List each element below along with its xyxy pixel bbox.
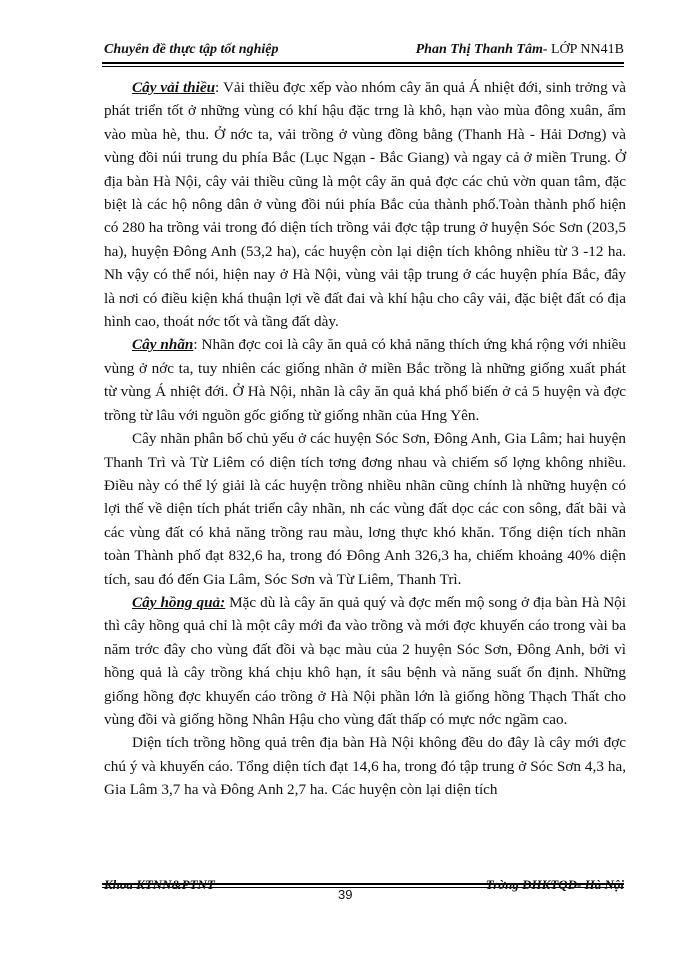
page-header — [102, 42, 624, 64]
header-rule-thin — [102, 66, 624, 67]
paragraph-body: : Nhãn đợc coi là cây ăn quả có khả năng thích ứng khá rộng với nhiều vùng ở nớc ta, tuy nhiên các giống nhãn ở miền Bắc trồng là những giống xuất phát từ vùng Á nhiệt đới. Ở Hà Nội, nhãn là cây ăn quả khá phổ biến ở cả 5 huyện và đợc trồng từ lâu với nguồn gốc giống từ giống nhãn của Hng Yên. — [104, 336, 626, 424]
paragraph-body: : Vải thiều đợc xếp vào nhóm cây ăn quả Á nhiệt đới, sinh trởng và phát triển tốt ở những vùng có khí hậu đặc trng là khô, hạn vào mùa đông xuân, ẩm vào mùa hè, thu. Ở nớc ta, vải trồng ở vùng đồng bằng (Thanh Hà - Hải Dơng) và vùng đồi núi trung du phía Bắc (Lục Ngạn - Bắc Giang) và ngay cả ở miền Trung. Ở địa bàn Hà Nội, cây vải thiều cũng là một cây ăn quả đợc các chủ vờn quan tâm, đặc biệt là các hộ nông dân ở vùng đồi núi phía Bắc của thành phố.Toàn thành phố hiện có 280 ha trồng vải trong đó diện tích trồng vải đợc tập trung ở huyện Sóc Sơn (203,5 ha), huyện Đông Anh (53,2 ha), các huyện còn lại diện tích không nhiều từ 3 -12 ha. Nh vậy có thể nói, hiện nay ở Hà Nội, vùng vải tập trung ở các huyện phía Bắc, đây là nơi có điều kiện khá thuận lợi về đất đai và khí hậu cho cây vải, đặc biệt đất có địa hình cao, thoát nớc tốt và tầng đất dày. — [104, 79, 627, 331]
page-body — [104, 76, 626, 802]
paragraph-vai-thieu — [104, 76, 626, 333]
paragraph-nhan — [104, 333, 626, 427]
term-vai-thieu: Cây vải thiều — [132, 79, 216, 96]
term-hong-qua: Cây hồng quả: — [132, 593, 226, 611]
header-class: LỚP NN41B — [551, 42, 624, 57]
footer-university: Trờng ĐHKTQD- Hà Nội — [485, 877, 624, 892]
paragraph-body: Cây nhãn phân bố chủ yếu ở các huyện Sóc Sơn, Đông Anh, Gia Lâm; hai huyện Thanh Trì và Từ Liêm có diện tích tơng đơng nhau và chiếm số lợng không nhiều. Điều này có thể lý giải là các huyện trồng nhiều nhãn cũng chính là những huyện có lợi thế về diện tích phát triển cây nhãn, nh các vùng đất dọc các con sông, đất bãi và các vùng đất có khả năng trồng rau màu, lơng thực khó khăn. Tổng diện tích nhãn toàn Thành phố đạt 832,6 ha, trong đó Đông Anh 326,3 ha, chiếm khoảng 40% diện tích, sau đó đến Gia Lâm, Sóc Sơn và Từ Liêm, Thanh Trì. — [104, 430, 626, 588]
paragraph-body: Mặc dù là cây ăn quả quý và đợc mến mộ song ở địa bàn Hà Nội thì cây hồng quả chỉ là một cây mới đa vào trồng và mới đợc khuyến cáo trong vài ba năm trớc đây cho vùng đất đồi và bạc màu của 2 huyện Sóc Sơn, Đông Anh, bởi vì hồng quả là cây trồng khá chịu khô hạn, ít sâu bệnh và năng suất ổn định. Những giống hồng đợc khuyến cáo trồng ở Hà Nội phần lớn là giống hồng Thạch Thất cho vùng đồi và giống hồng Nhân Hậu cho vùng đất thấp có mực nớc ngầm cao. — [104, 593, 626, 728]
page-number: 39 — [338, 887, 353, 902]
header-author: Phan Thị Thanh Tâm- — [415, 42, 548, 57]
paragraph-nhan-distribution — [104, 427, 626, 591]
header-author-class — [416, 42, 624, 58]
footer-faculty: Khoa KTNN&PTNT — [104, 877, 215, 892]
paragraph-hong-qua — [104, 591, 626, 731]
paragraph-body: Diện tích trồng hồng quả trên địa bàn Hà Nội không đều do đây là cây mới đợc chú ý và khuyến cáo. Tổng diện tích đạt 14,6 ha, trong đó tập trung ở Sóc Sơn 4,3 ha, Gia Lâm 3,7 ha và Đông Anh 2,7 ha. Các huyện còn lại diện tích — [104, 734, 626, 799]
paragraph-hong-area — [104, 731, 626, 801]
page-footer — [102, 877, 624, 903]
term-nhan: Cây nhãn — [132, 336, 194, 354]
header-title: Chuyên đề thực tập tốt nghiệp — [104, 42, 279, 57]
header-rule-thick — [102, 62, 624, 64]
